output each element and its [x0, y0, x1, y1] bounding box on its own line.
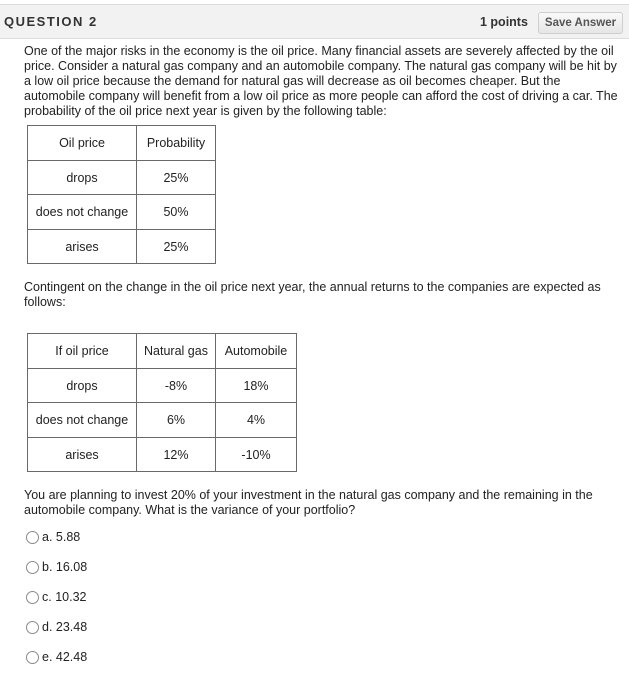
table-cell: does not change [28, 403, 137, 438]
table-row [28, 369, 297, 403]
table-row [28, 403, 297, 438]
radio-button[interactable] [26, 621, 39, 634]
table-header-cell: Oil price [28, 126, 137, 161]
table-row [28, 230, 216, 264]
table-cell: -10% [216, 438, 297, 472]
answer-option-b[interactable] [26, 558, 87, 576]
table-header-row [28, 334, 297, 369]
question-header [0, 4, 629, 39]
table-header-cell: Automobile [216, 334, 297, 369]
radio-button[interactable] [26, 651, 39, 664]
table-cell: 18% [216, 369, 297, 403]
answer-label: e. 42.48 [42, 650, 88, 664]
table-cell: drops [28, 161, 137, 195]
answer-label: a. 5.88 [42, 530, 81, 544]
table-cell: -8% [137, 369, 216, 403]
table-cell: 6% [137, 403, 216, 438]
question-title: QUESTION 2 [4, 14, 98, 29]
table-header-cell: Natural gas [137, 334, 216, 369]
table-row [28, 438, 297, 472]
table-cell: 25% [137, 230, 216, 264]
table-cell: does not change [28, 195, 137, 230]
table-cell: 25% [137, 161, 216, 195]
table-header-cell: If oil price [28, 334, 137, 369]
table-cell: 4% [216, 403, 297, 438]
probability-table [27, 125, 216, 264]
answer-label: c. 10.32 [42, 590, 87, 604]
table-cell: drops [28, 369, 137, 403]
table-row [28, 161, 216, 195]
answer-label: d. 23.48 [42, 620, 88, 634]
table-cell: arises [28, 230, 137, 264]
save-answer-button[interactable]: Save Answer [538, 12, 623, 34]
radio-button[interactable] [26, 561, 39, 574]
answer-option-e[interactable] [26, 648, 87, 666]
returns-table [27, 333, 297, 472]
question-intro: One of the major risks in the economy is the oil price. Many financial assets are severely affected by the oil price. Consider a natural gas company and an automobile company. The natural gas company will be hit by a low oil price because the demand for natural gas will decrease as oil becomes cheaper. But the automobile company will benefit from a low oil price as more people can afford the cost of driving a car. The probability of the oil price next year is given by the following table: [24, 44, 618, 118]
table-row [28, 195, 216, 230]
answer-option-a[interactable] [26, 528, 80, 546]
answer-option-c[interactable] [26, 588, 86, 606]
radio-button[interactable] [26, 591, 39, 604]
table-header-row [28, 126, 216, 161]
table-cell: 12% [137, 438, 216, 472]
answer-label: b. 16.08 [42, 560, 88, 574]
table-cell: 50% [137, 195, 216, 230]
returns-intro: Contingent on the change in the oil price next year, the annual returns to the companies are expected as follows: [24, 280, 601, 309]
table-cell: arises [28, 438, 137, 472]
question-prompt: You are planning to invest 20% of your investment in the natural gas company and the remaining in the automobile company. What is the variance of your portfolio? [24, 488, 593, 517]
radio-button[interactable] [26, 531, 39, 544]
table-header-cell: Probability [137, 126, 216, 161]
question-points: 1 points [480, 15, 528, 29]
answer-option-d[interactable] [26, 618, 87, 636]
